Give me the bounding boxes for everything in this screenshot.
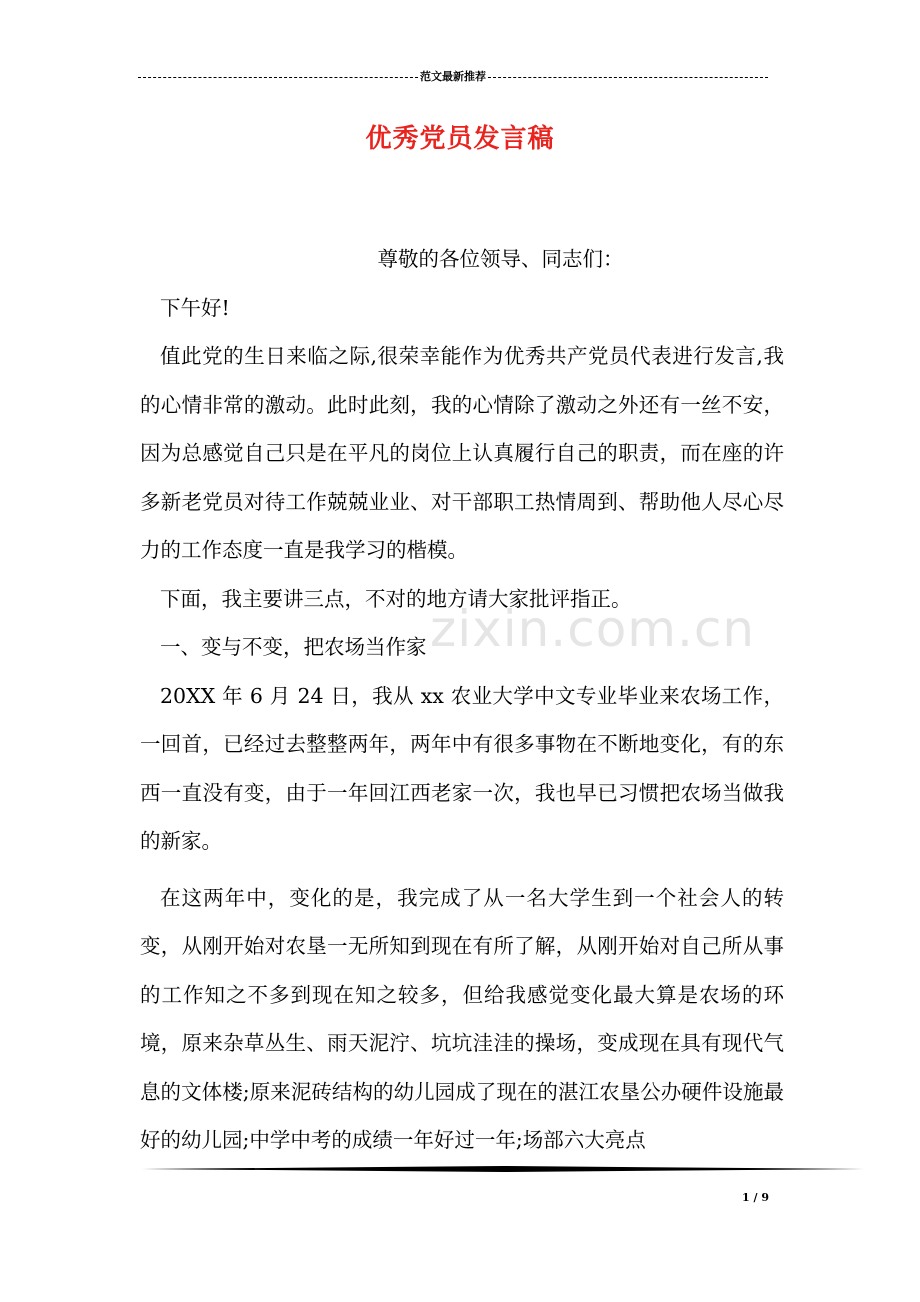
paragraph-changes: 在这两年中，变化的是，我完成了从一名大学生到一个社会人的转变，从刚开始对农垦一无所知到现在有所了解，从刚开始对自己所从事的工作知之不多到现在知之较多，但给我感觉变化最大算是农场的环境，原来杂草丛生、雨天泥泞、坑坑洼洼的操场，变成现在具有现代气息的文体楼;原来泥砖结构的幼儿园成了现在的湛江农垦公办硬件设施最好的幼儿园;中学中考的成绩一年好过一年;场部六大亮点 bbox=[140, 885, 784, 1152]
footer-rule bbox=[142, 1166, 864, 1172]
page-header bbox=[138, 68, 768, 86]
header-dashed-rule-left bbox=[138, 77, 418, 78]
header-label: 范文最新推荐 bbox=[420, 70, 486, 83]
header-dashed-rule-right bbox=[488, 77, 768, 78]
paragraph-intro: 值此党的生日来临之际,很荣幸能作为优秀共产党员代表进行发言,我的心情非常的激动。此时此刻，我的心情除了激动之外还有一丝不安，因为总感觉自己只是在平凡的岗位上认真履行自己的职责，而在座的许多新老党员对待工作兢兢业业、对干部职工热情周到、帮助他人尽心尽力的工作态度一直是我学习的楷模。 bbox=[140, 344, 784, 562]
section-heading-1: 一、变与不变，把农场当作家 bbox=[160, 635, 427, 659]
document-title: 优秀党员发言稿 bbox=[365, 124, 555, 154]
watermark: zixin.com.cn bbox=[430, 600, 756, 658]
paragraph-greeting: 下午好! bbox=[160, 295, 230, 320]
paragraph-outline: 下面，我主要讲三点，不对的地方请大家批评指正。 bbox=[160, 586, 632, 611]
document-body bbox=[140, 235, 784, 1165]
paragraph-background: 20XX 年 6 月 24 日，我从 xx 农业大学中文专业毕业来农场工作，一回首，已经过去整整两年，两年中有很多事物在不断地变化，有的东西一直没有变，由于一年回江西老家一次，我也早已习惯把农场当做我的新家。 bbox=[140, 683, 784, 853]
page-number: 1 / 9 bbox=[742, 1191, 769, 1204]
salutation: 尊敬的各位领导、同志们： bbox=[377, 247, 624, 271]
